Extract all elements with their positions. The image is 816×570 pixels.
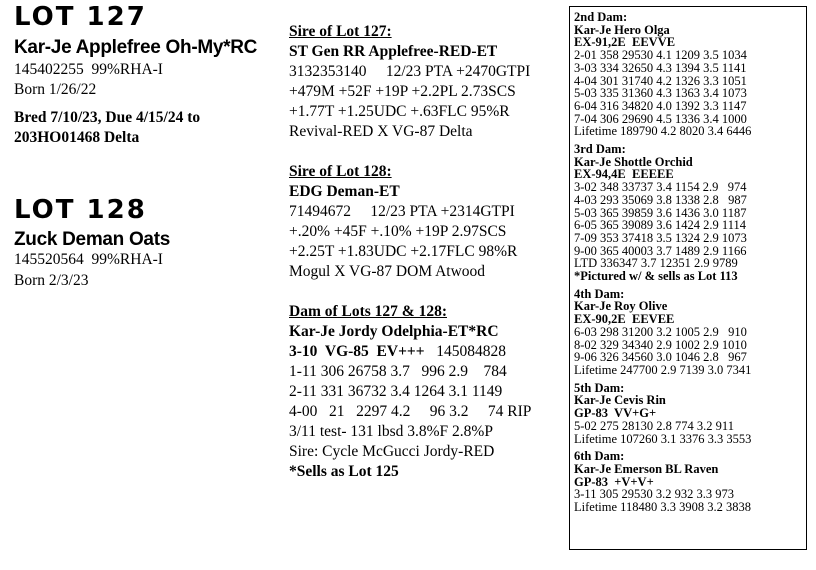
pedigree-class: EX-90,2E EEVEE xyxy=(574,312,675,327)
pedigree-heading: 4th Dam: xyxy=(574,286,625,301)
lot-127-cow-name: Kar-Je Applefree Oh-My*RC xyxy=(14,37,258,58)
sire-127-line: +479M +52F +19P +2.2PL 2.73SCS xyxy=(289,83,516,100)
pedigree-record: 4-03 293 35069 3.8 1338 2.8 987 xyxy=(574,192,747,207)
pedigree-record: 7-04 306 29690 4.5 1336 3.4 1000 xyxy=(574,111,747,126)
pedigree-lifetime: Lifetime 247700 2.9 7139 3.0 7341 xyxy=(574,362,752,377)
dam-heading: Dam of Lots 127 & 128: xyxy=(289,303,447,320)
pedigree-5th-dam xyxy=(574,382,751,446)
pedigree-name: Kar-Je Hero Olga xyxy=(574,22,670,37)
lot-127-bred-line-2: 203HO01468 Delta xyxy=(14,129,140,146)
dam-registration: 145084828 xyxy=(424,343,506,360)
pedigree-3rd-dam xyxy=(574,143,751,283)
sire-127-heading: Sire of Lot 127: xyxy=(289,23,392,40)
dam-classification xyxy=(289,342,531,362)
lot-127-bred-line-1: Bred 7/10/23, Due 4/15/24 to xyxy=(14,109,201,126)
pedigree-lifetime: LTD 336347 3.7 12351 2.9 9789 xyxy=(574,256,738,271)
dam-note: *Sells as Lot 125 xyxy=(289,463,399,480)
sire-128-heading: Sire of Lot 128: xyxy=(289,163,392,180)
sire-128-section xyxy=(289,162,517,282)
pedigree-record: 3-11 305 29530 3.2 932 3.3 973 xyxy=(574,487,734,502)
pedigree-note: *Pictured w/ & sells as Lot 113 xyxy=(574,269,738,284)
pedigree-name: Kar-Je Roy Olive xyxy=(574,299,668,314)
sire-128-line: +.20% +45F +.10% +19P 2.97SCS xyxy=(289,223,507,240)
dam-record-line: 3/11 test- 131 lbsd 3.8%F 2.8%P xyxy=(289,423,493,440)
pedigree-4th-dam xyxy=(574,288,751,377)
pedigree-heading: 6th Dam: xyxy=(574,449,625,464)
pedigree-6th-dam xyxy=(574,450,751,514)
lot-127-heading: LOT 127 xyxy=(14,2,147,32)
pedigree-lifetime: Lifetime 118480 3.3 3908 3.2 3838 xyxy=(574,500,751,515)
pedigree-record: 5-03 365 39859 3.6 1436 3.0 1187 xyxy=(574,205,747,220)
pedigree-class: EX-94,4E EEEEE xyxy=(574,167,674,182)
pedigree-record: 9-06 326 34560 3.0 1046 2.8 967 xyxy=(574,350,747,365)
dam-name: Kar-Je Jordy Odelphia-ET*RC xyxy=(289,323,499,340)
lot-128-heading: LOT 128 xyxy=(14,195,147,225)
pedigree-record: 5-02 275 28130 2.8 774 3.2 911 xyxy=(574,418,734,433)
pedigree-record: 6-05 365 39089 3.6 1424 2.9 1114 xyxy=(574,218,746,233)
sire-127-section xyxy=(289,22,530,142)
pedigree-heading: 3rd Dam: xyxy=(574,142,626,157)
pedigree-list xyxy=(574,11,751,514)
pedigree-record: 6-03 298 31200 3.2 1005 2.9 910 xyxy=(574,324,747,339)
pedigree-name: Kar-Je Cevis Rin xyxy=(574,393,666,408)
sire-128-name: EDG Deman-ET xyxy=(289,183,400,200)
pedigree-record: 3-03 334 32650 4.3 1394 3.5 1141 xyxy=(574,60,747,75)
pedigree-name: Kar-Je Shottle Orchid xyxy=(574,154,693,169)
pedigree-record: 9-00 365 40003 3.7 1489 2.9 1166 xyxy=(574,243,747,258)
dam-record-line: Sire: Cycle McGucci Jordy-RED xyxy=(289,443,495,460)
pedigree-lifetime: Lifetime 107260 3.1 3376 3.3 3553 xyxy=(574,431,752,446)
lot-127-registration: 145402255 99%RHA-I xyxy=(14,61,163,78)
pedigree-record: 5-03 335 31360 4.3 1363 3.4 1073 xyxy=(574,86,747,101)
pedigree-heading: 5th Dam: xyxy=(574,380,625,395)
pedigree-record: 6-04 316 34820 4.0 1392 3.3 1147 xyxy=(574,98,747,113)
dam-record-line: 4-00 21 2297 4.2 96 3.2 74 RIP xyxy=(289,403,532,420)
pedigree-class: GP-83 VV+G+ xyxy=(574,406,657,421)
sire-128-line: 71494672 12/23 PTA +2314GTPI xyxy=(289,203,515,220)
lot-128-registration: 145520564 99%RHA-I xyxy=(14,251,163,268)
pedigree-record: 2-01 358 29530 4.1 1209 3.5 1034 xyxy=(574,48,747,63)
sire-128-line: +2.25T +1.83UDC +2.17FLC 98%R xyxy=(289,243,518,260)
pedigree-heading: 2nd Dam: xyxy=(574,10,628,24)
pedigree-box xyxy=(569,6,807,550)
dam-class-score: 3-10 VG-85 EV+++ xyxy=(289,343,425,360)
lot-128-born: Born 2/3/23 xyxy=(14,272,89,289)
pedigree-name: Kar-Je Emerson BL Raven xyxy=(574,461,719,476)
pedigree-record: 8-02 329 34340 2.9 1002 2.9 1010 xyxy=(574,337,747,352)
dam-section xyxy=(289,302,531,482)
pedigree-record: 7-09 353 37418 3.5 1324 2.9 1073 xyxy=(574,230,747,245)
dam-record-line: 2-11 331 36732 3.4 1264 3.1 1149 xyxy=(289,383,503,400)
sire-127-line: +1.77T +1.25UDC +.63FLC 95%R xyxy=(289,103,510,120)
pedigree-record: 4-04 301 31740 4.2 1326 3.3 1051 xyxy=(574,73,747,88)
pedigree-class: GP-83 +V+V+ xyxy=(574,474,654,489)
sire-127-line: 3132353140 12/23 PTA +2470GTPI xyxy=(289,63,531,80)
sire-127-line: Revival-RED X VG-87 Delta xyxy=(289,123,473,140)
pedigree-record: 3-02 348 33737 3.4 1154 2.9 974 xyxy=(574,180,747,195)
pedigree-2nd-dam xyxy=(574,11,751,138)
lot-128-cow-name: Zuck Deman Oats xyxy=(14,229,170,250)
sire-127-name: ST Gen RR Applefree-RED-ET xyxy=(289,43,498,60)
sire-128-line: Mogul X VG-87 DOM Atwood xyxy=(289,263,486,280)
dam-record-line: 1-11 306 26758 3.7 996 2.9 784 xyxy=(289,363,507,380)
lot-127-born: Born 1/26/22 xyxy=(14,81,97,98)
pedigree-class: EX-91,2E EEVVE xyxy=(574,35,676,50)
pedigree-lifetime: Lifetime 189790 4.2 8020 3.4 6446 xyxy=(574,124,752,139)
